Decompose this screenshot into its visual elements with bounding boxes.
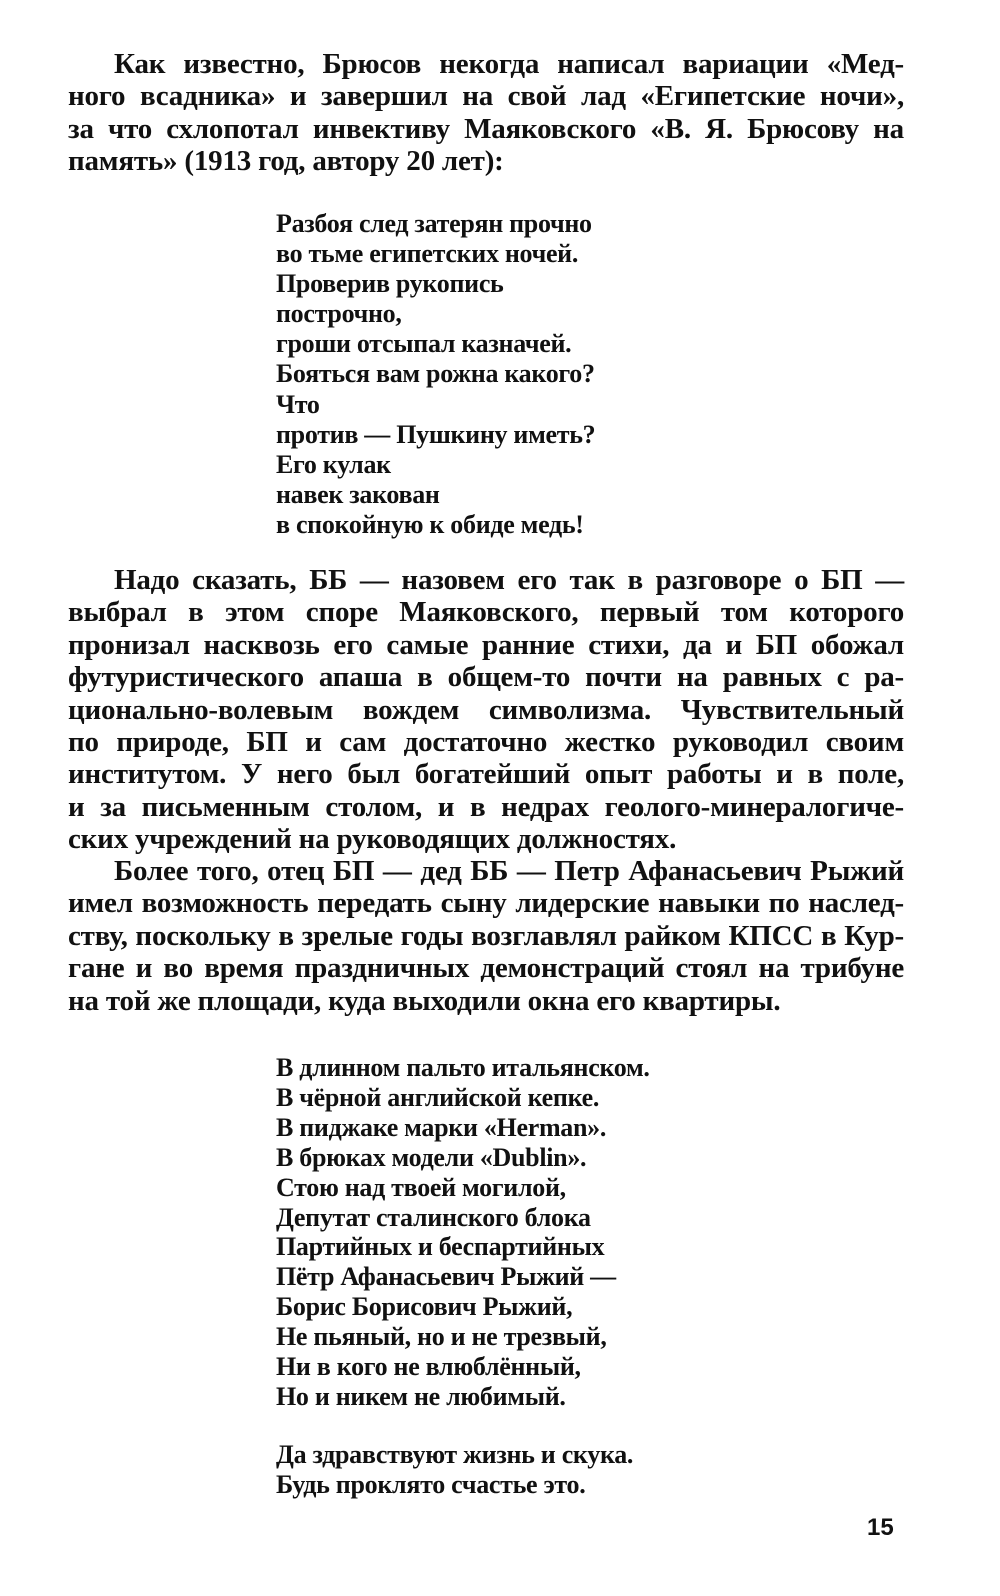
text-line: Как известно, Брюсов некогда написал вариации «Мед- [114,48,904,80]
paragraph-bb-choice [68,564,904,856]
poem-line: Ни в кого не влюблённый, [276,1352,581,1382]
poem-line: Депутат сталинского блока [276,1202,591,1232]
text-line: ству, поскольку в зрелые годы возглавлял райком КПСС в Кур- [68,919,904,952]
poem-line: В длинном пальто итальянском. [276,1053,650,1082]
poem-line: в спокойную к обиде медь! [276,509,584,539]
paragraph-intro [68,48,904,178]
poem-line: В чёрной английской кепке. [276,1082,600,1112]
text-line: имел возможность передать сыну лидерские навыки по наслед- [68,887,904,920]
text-line: и за письменным столом, и в недрах геолого-минералогиче- [68,790,904,823]
poem-line: построчно, [276,299,402,329]
poem-line: Да здравствуют жизнь и скука. [276,1440,634,1469]
poem-line: Партийных и беспартийных [276,1232,605,1262]
text-line: за что схлопотал инвективу Маяковского «В. Я. Брюсову на [68,112,904,145]
poem-ryzhy-stanza-2 [276,1440,633,1500]
text-line: выбрал в этом споре Маяковского, первый том которого [68,596,904,629]
text-line: ного всадника» и завершил на свой лад «Египетские ночи», [68,80,904,113]
poem-line: Будь проклято счастье это. [276,1469,586,1499]
poem-line: Бояться вам рожна какого? [276,359,595,389]
poem-ryzhy-stanza-1 [276,1053,650,1412]
poem-line: Его кулак [276,449,391,479]
poem-line: Не пьяный, но и не трезвый, [276,1322,607,1352]
text-line: футуристического апаша в общем-то почти на равных с ра- [68,661,904,694]
text-line: по природе, БП и сам достаточно жестко руководил своим [68,726,904,759]
text-line: Более того, отец БП — дед ББ — Петр Афанасьевич Рыжий [114,855,904,887]
poem-line: навек закован [276,479,440,509]
poem-line: Проверив рукопись [276,269,504,299]
poem-line: Разбоя след затерян прочно [276,209,592,238]
poem-line: Борис Борисович Рыжий, [276,1292,573,1322]
poem-line: гроши отсыпал казначей. [276,329,572,359]
text-line: ских учреждений на руководящих должностях. [68,823,677,856]
text-line: гане и во время праздничных демонстраций стоял на трибуне [68,952,904,985]
poem-line: Но и никем не любимый. [276,1381,566,1411]
poem-line: против — Пушкину иметь? [276,419,596,449]
text-line: на той же площади, куда выходили окна его квартиры. [68,984,781,1017]
text-line: пронизал насквозь его самые ранние стихи, да и БП обожал [68,628,904,661]
poem-line: Что [276,389,320,419]
poem-line: во тьме египетских ночей. [276,239,579,269]
poem-mayakovsky [276,209,595,540]
page-number: 15 [867,1514,894,1541]
poem-line: Стою над твоей могилой, [276,1172,566,1202]
text-line: ционально-волевым вождем символизма. Чувствительный [68,693,904,726]
text-line: институтом. У него был богатейший опыт работы и в поле, [68,758,904,791]
text-line: Надо сказать, ББ — назовем его так в разговоре о БП — [114,564,904,596]
poem-line: В брюках модели «Dublin». [276,1142,587,1172]
poem-line: Пётр Афанасьевич Рыжий — [276,1262,616,1292]
paragraph-father [68,855,904,1017]
text-line: память» (1913 год, автору 20 лет): [68,145,504,178]
poem-line: В пиджаке марки «Herman». [276,1112,607,1142]
